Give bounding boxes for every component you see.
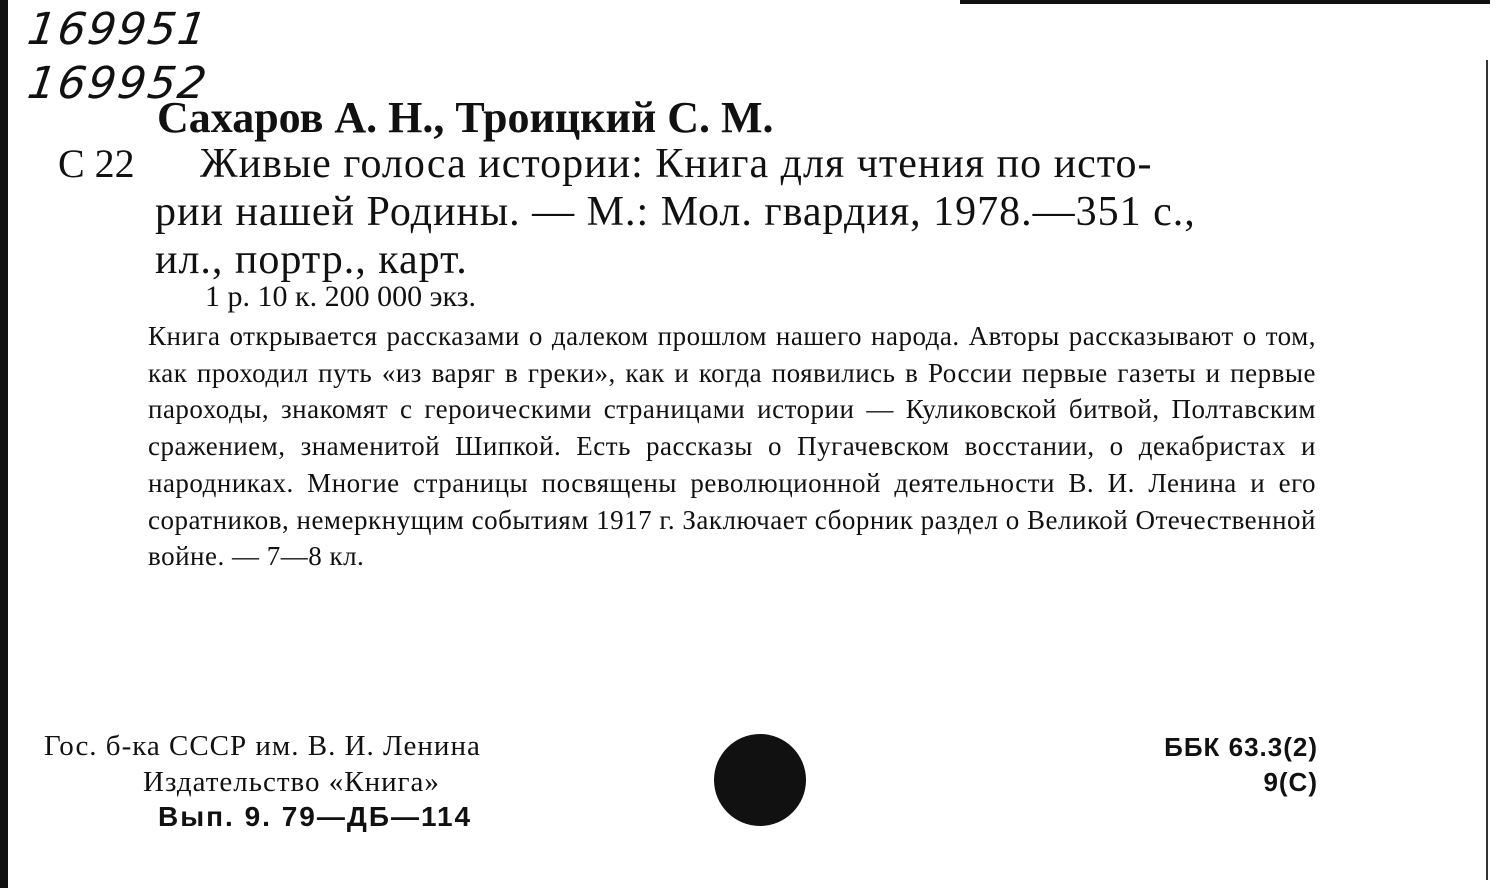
price-and-print-run: 1 р. 10 к. 200 000 экз.: [205, 280, 476, 313]
title-line-3: ил., портр., карт.: [155, 237, 468, 283]
issue-code: Вып. 9. 79—ДБ—114: [158, 801, 473, 832]
call-number: С 22: [58, 141, 135, 186]
classification-code: 9(С): [1263, 767, 1318, 797]
handwritten-number-1: 169951: [24, 4, 212, 55]
title-line-1: Живые голоса истории: Книга для чтения по исто-: [200, 141, 1153, 187]
bbk-code: ББК 63.3(2): [1164, 732, 1318, 762]
abstract: Книга открывается рассказами о далеком прошлом нашего народа. Авторы рассказывают о том, как проходил путь «из варяг в греки», как и когда появились в России первые газеты и первые пароходы, знакомят с героическими страницами истории — Куликовской битвой, Полтавским сражением, знаменитой Шипкой. Есть рассказы о Пугачевском восстании, о декабристах и народниках. Многие страницы посвящены революционной деятельности В. И. Ленина и его соратников, немеркнущим событиям 1917 г. Заключает сборник раздел о Великой Отечественной войне. — 7—8 кл.: [148, 321, 1316, 572]
handwritten-number-2: 169952: [24, 58, 212, 109]
library-name: Гос. б-ка СССР им. В. И. Ленина: [44, 730, 481, 762]
authors: Сахаров А. Н., Троицкий С. М.: [157, 93, 774, 142]
card-edge-top: [960, 0, 1490, 4]
card-edge-left: [0, 0, 8, 888]
punch-hole-dot: [714, 734, 806, 826]
title-line-2: рии нашей Родины. — М.: Мол. гвардия, 1978.—351 с.,: [155, 189, 1196, 235]
card-edge-right: [1486, 60, 1488, 880]
publisher-name: Издательство «Книга»: [143, 766, 440, 798]
